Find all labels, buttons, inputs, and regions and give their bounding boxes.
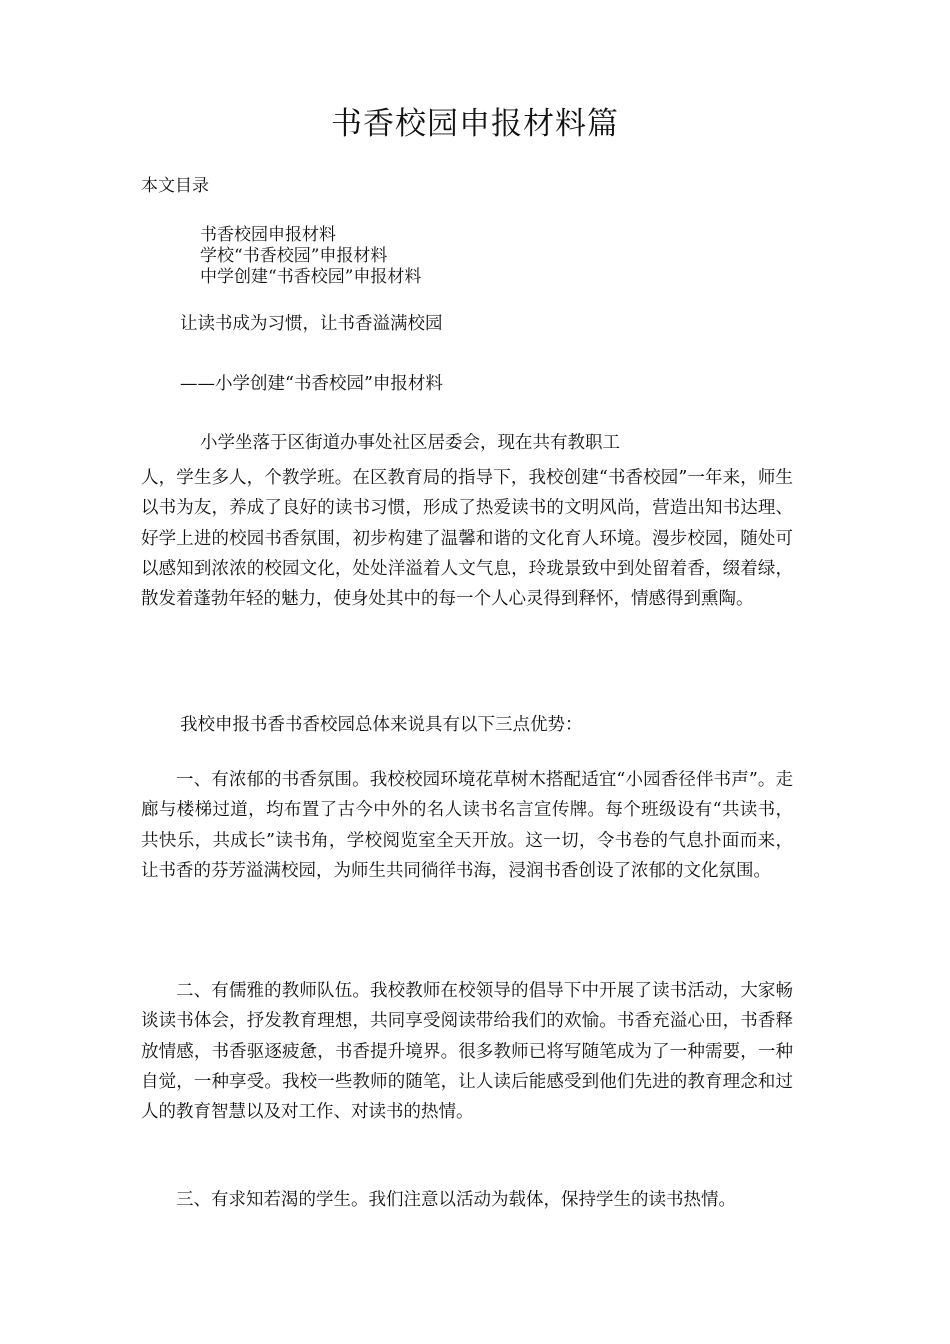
intro-first-line: 小学坐落于区街道办事处社区居委会，现在共有教职工 [200,433,620,453]
slogan-line: 让读书成为习惯，让书香溢满校园 [180,314,443,334]
toc-item[interactable]: 学校“书香校园”申报材料 [200,246,388,266]
point-two-paragraph: 二、有儒雅的教师队伍。我校教师在校领导的倡导下中开展了读书活动，大家畅谈读书体会，抒发教育理想，共同享受阅读带给我们的欢愉。书香充溢心田，书香释放情感，书香驱逐疲惫，书香提升境界。很多教师已将写随笔成为了一种需要，一种自觉，一种享受。我校一些教师的随笔，让人读后能感受到他们先进的教育理念和过人的教育智慧以及对工作、对读书的热情。 [141,981,793,1123]
advantages-intro: 我校申报书香书香校园总体来说具有以下三点优势： [180,715,583,735]
table-of-contents [200,225,421,288]
toc-heading: 本文目录 [141,176,209,196]
toc-item[interactable]: 书香校园申报材料 [200,225,336,245]
document-title: 书香校园申报材料篇 [331,106,619,142]
point-three-paragraph: 三、有求知若渴的学生。我们注意以活动为载体，保持学生的读书热情。 [176,1190,736,1210]
intro-paragraph: 人，学生多人，个教学班。在区教育局的指导下，我校创建“书香校园”一年来，师生以书为友，养成了良好的读书习惯，形成了热爱读书的文明风尚，营造出知书达理、好学上进的校园书香氛围，初步构建了温馨和谐的文化育人环境。漫步校园，随处可以感知到浓浓的校园文化，处处洋溢着人文气息，玲珑景致中到处留着香，缀着绿，散发着蓬勃年轻的魅力，使身处其中的每一个人心灵得到释怀，情感得到熏陶。 [141,468,793,610]
toc-item[interactable]: 中学创建“书香校园”申报材料 [200,267,422,287]
subtitle-line: ——小学创建“书香校园”申报材料 [180,374,443,394]
point-one-paragraph: 一、有浓郁的书香氛围。我校校园环境花草树木搭配适宜“小园香径伴书声”。走廊与楼梯过道，均布置了古今中外的名人读书名言宣传牌。每个班级设有“共读书，共快乐，共成长”读书角，学校阅览室全天开放。这一切，令书卷的气息扑面而来，让书香的芬芳溢满校园，为师生共同徜徉书海，浸润书香创设了浓郁的文化氛围。 [141,770,793,881]
